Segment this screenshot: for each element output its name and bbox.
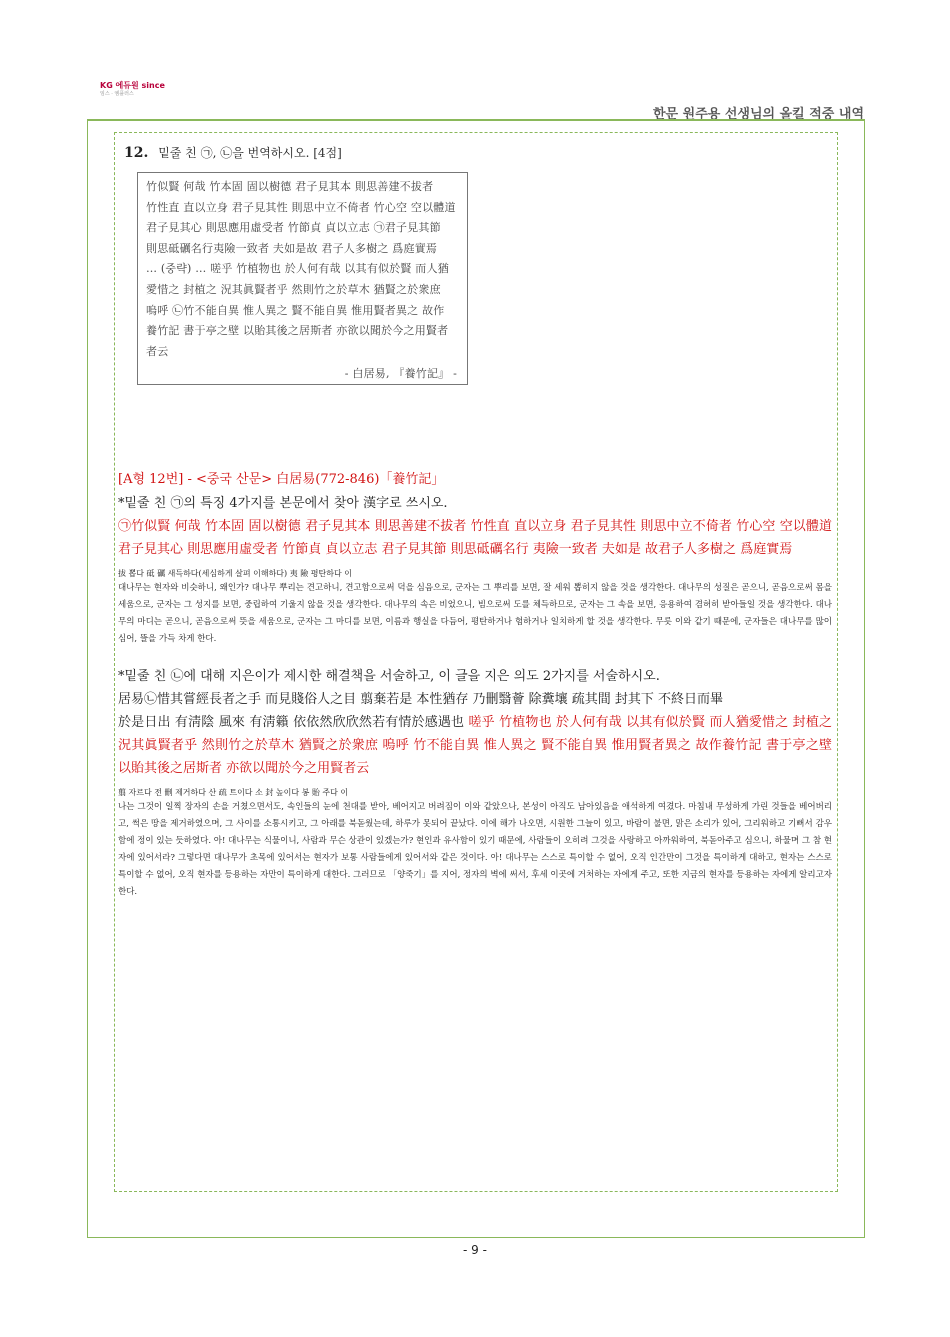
page-number: - 9 - bbox=[463, 1243, 487, 1257]
passage-line: 竹性直 直以立身 君子見其性 則思中立不倚者 竹心空 空以體道 bbox=[146, 200, 456, 214]
logo-brand: KG 에듀원 since bbox=[100, 81, 165, 90]
question-text: 밑줄 친 ㉠, ㉡을 번역하시오. bbox=[158, 146, 310, 160]
publisher-logo bbox=[100, 82, 165, 98]
passage-line: 則思砥礪名行夷險一致者 夫如是故 君子人多樹之 爲庭實焉 bbox=[146, 241, 438, 255]
passage-source: - 白居易, 『養竹記』 - bbox=[344, 367, 457, 381]
hanja-highlighted: 嗟乎 竹植物也 於人何有哉 以其有似於賢 而人猶愛惜之 封植之 況其眞賢者乎 然則竹之於草木 猶賢之於衆庶 嗚呼 竹不能自異 惟人異之 賢不能自異 惟用賢者異之 故作養竹記 書于亭之壁 以貽其後之居斯者 亦欲以聞於今之用賢者云 bbox=[118, 715, 832, 776]
translation-2: 나는 그것이 일찍 장자의 손을 거쳤으면서도, 속인들의 눈에 천대를 받아, 베어지고 버려짐이 이와 같았으나, 본성이 아직도 남아있음을 애석하게 여겼다. 마침내 무성하게 가린 것들을 베어버리고, 썩은 땅을 제거하였으며, 그 사이를 소통시키고, 그 아래를 북돋웠는데, 하루가 못되어 끝났다. 이에 해가 나오면, 시원한 그늘이 있고, 바람이 불면, 맑은 소리가 있어, 그리워하고 기뻐서 감우함에 정이 있는 듯하였다. 아! 대나무는 식물이니, 사람과 무슨 상관이 있겠는가? 현인과 유사함이 있기 때문에, 사람들이 오히려 그것을 사랑하고 아까워하여, 북돋아주고 심으니, 하물며 그 참 현자에 있어서라? 그렇다면 대나무가 초목에 있어서는 현자가 보통 사람들에게 있어서와 같은 것이다. 아! 대나무는 스스로 특이할 수 없어, 오직 인간만이 그것을 특이하게 대하고, 현자는 스스로 특이할 수 없어, 오직 현자를 등용하는 자만이 특이하게 대한다. 그러므로 「양죽기」를 지어, 정자의 벽에 써서, 후세 이곳에 거처하는 자에게 주고, 또한 지금의 현자를 등용하는 자에게 알리고자 한다. bbox=[118, 802, 832, 897]
question-number: 12. bbox=[124, 145, 149, 161]
vocabulary-note-2: 翦 자르다 전 刪 제거하다 산 疏 트이다 소 封 높이다 봉 貽 주다 이 bbox=[118, 788, 349, 797]
answer-hanja-3 bbox=[118, 711, 832, 780]
passage-line: 君子見其心 則思應用虛受者 竹節貞 貞以立志 ㉠君子見其節 bbox=[146, 221, 441, 235]
passage-line: 者云 bbox=[146, 344, 169, 358]
passage-line: 愛惜之 封植之 況其眞賢者乎 然則竹之於草木 猶賢之於衆庶 bbox=[146, 282, 441, 296]
answer-section bbox=[118, 468, 832, 901]
hanja-plain: 於是日出 有淸陰 風來 有淸籟 依依然欣欣然若有情於感遇也 bbox=[118, 715, 465, 730]
passage-line: 嗚呼 ㉡竹不能自異 惟人異之 賢不能自異 惟用賢者異之 故作 bbox=[146, 303, 445, 317]
logo-subtext: 임스 · 엠플러스 bbox=[100, 91, 134, 97]
passage-line: 竹似賢 何哉 竹本固 固以樹德 君子見其本 則思善建不拔者 bbox=[146, 180, 434, 193]
question-points: [4점] bbox=[313, 146, 342, 160]
passage-box bbox=[137, 172, 468, 385]
translation-1: 대나무는 현자와 비슷하니, 왜인가? 대나무 뿌리는 견고하니, 견고함으로써 덕을 심음으로, 군자는 그 뿌리를 보면, 잘 세워 뽑히지 않을 것을 생각한다. 대나무의 성질은 곧으니, 곧음으로써 몸을 세움으로, 군자는 그 성지를 보면, 중립하여 기울지 않을 것을 생각한다. 대나무의 속은 비었으니, 빔으로써 도를 체득하므로, 군자는 그 속을 보면, 응용하여 겸허히 받아들일 것을 생각한다. 대나무의 마디는 곧으니, 곧음으로써 뜻을 세움으로, 군자는 그 마디를 보면, 이름과 행실을 다듬어, 평탄하거나 험하거나 일치하게 할 것을 생각한다. 무릇 이와 같기 때문에, 군자들은 대나무를 많이 심어, 뜰을 가득 차게 한다. bbox=[118, 583, 832, 644]
sub-question-2: *밑줄 친 ㉡에 대해 지은이가 제시한 해결책을 서술하고, 이 글을 지은 의도 2가지를 서술하시오. bbox=[118, 669, 660, 684]
answer-hanja-1: ㉠竹似賢 何哉 竹本固 固以樹德 君子見其本 則思善建不拔者 竹性直 直以立身 君子見其性 則思中立不倚者 竹心空 空以體道 君子見其心 則思應用虛受者 竹節貞 貞以立志 君子見其節 則思砥礪名行 夷險一致者 夫如是 故君子人多樹之 爲庭實焉 bbox=[118, 519, 832, 557]
page-header-title: 한문 원주용 선생님의 올킬 적중 내역 bbox=[653, 107, 864, 122]
passage-line: 養竹記 書于亭之壁 以貽其後之居斯者 亦欲以聞於今之用賢者 bbox=[146, 324, 449, 338]
vocabulary-note-1: 拔 뽑다 砥 礪 새득하다(세심하게 살펴 이해하다) 夷 險 평탄하다 이 bbox=[118, 569, 352, 578]
passage-line: … (중략) … 嗟乎 竹植物也 於人何有哉 以其有似於賢 而人猶 bbox=[146, 262, 449, 276]
question-line bbox=[124, 144, 342, 161]
sub-question-1: *밑줄 친 ㉠의 특징 4가지를 본문에서 찾아 漢字로 쓰시오. bbox=[118, 496, 448, 511]
answer-heading: [A형 12번] - <중국 산문> 白居易(772-846)「養竹記」 bbox=[118, 472, 445, 487]
answer-hanja-2: 居易㉡惜其嘗經長者之手 而見賤俗人之目 翦棄若是 本性猶存 乃刪翳薈 除糞壤 疏其間 封其下 不終日而畢 bbox=[118, 692, 724, 707]
